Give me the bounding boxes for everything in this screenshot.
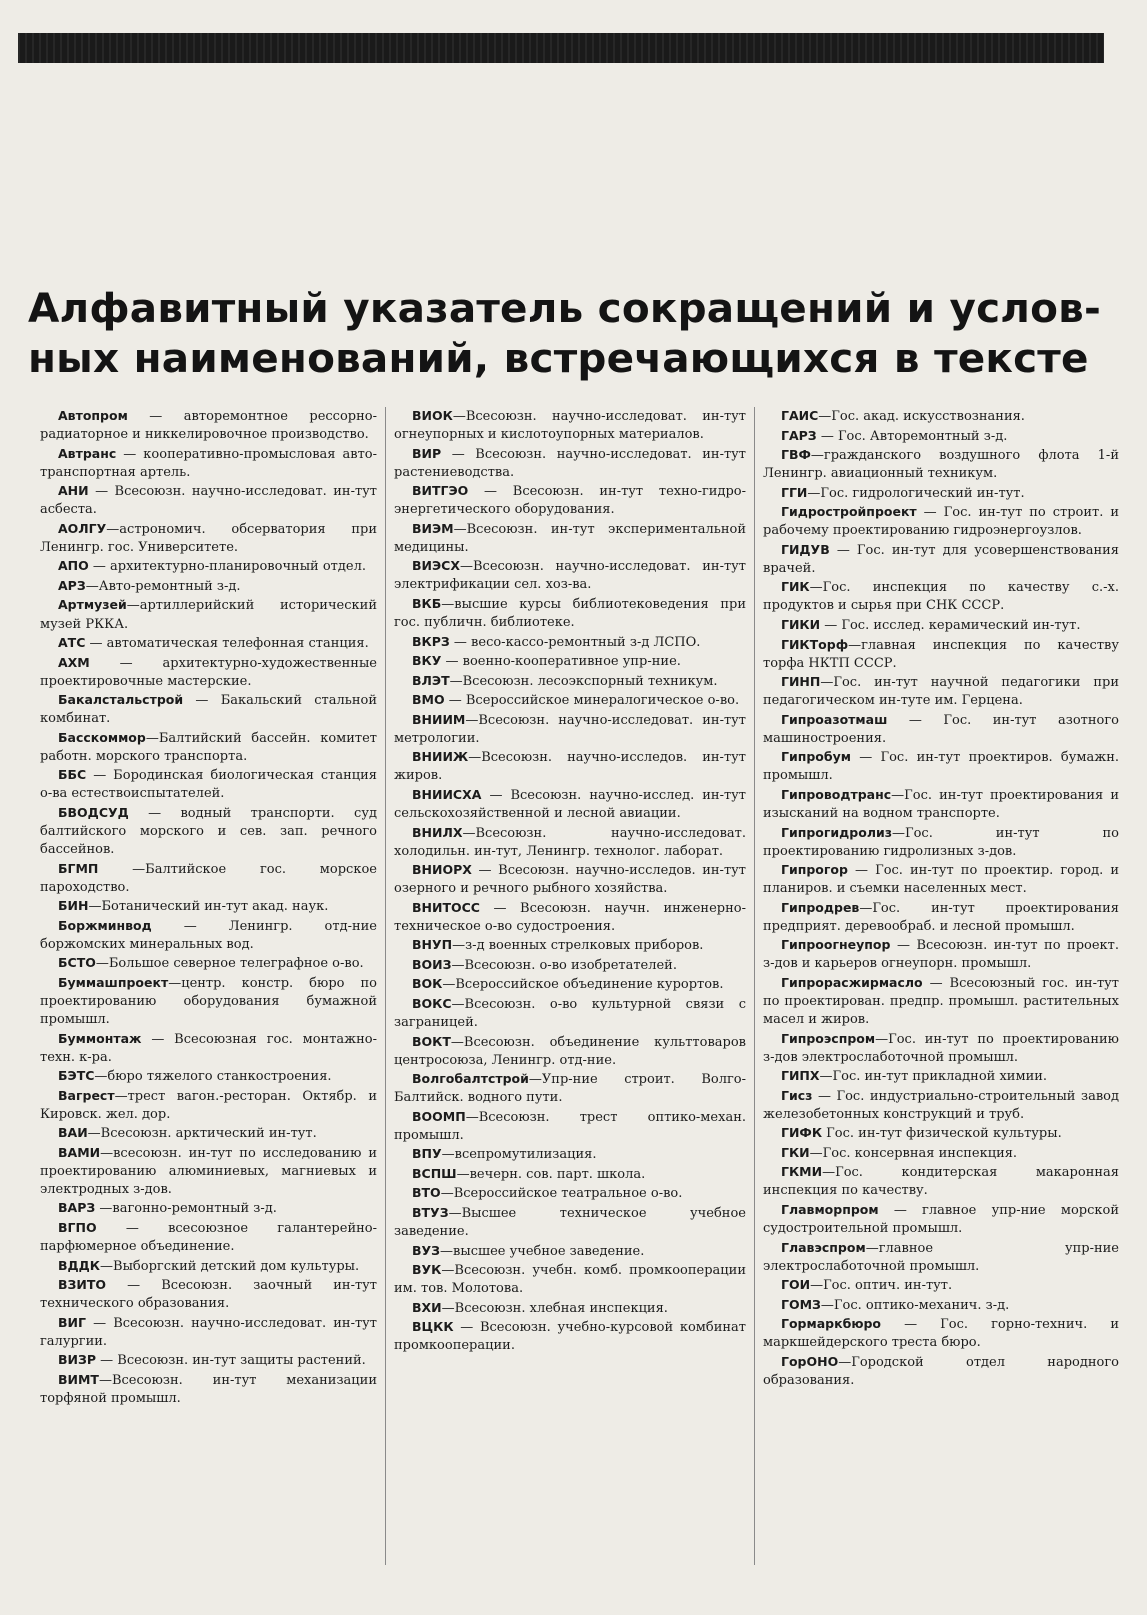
abbreviation-definition: —высшие курсы библиотековедения при гос. публичн. библиотеке. [394, 596, 746, 631]
abbreviation-definition: —центр. констр. бюро по проектированию оборудования бумажной промышл. [40, 975, 377, 1027]
index-entry [40, 1199, 377, 1218]
index-entry [40, 691, 377, 728]
abbreviation-term: БСТО [58, 955, 96, 971]
abbreviation-definition: —Большое северное телеграфное о-во. [95, 956, 364, 972]
abbreviation-definition: —бюро тяжелого станкостроения. [94, 1069, 332, 1085]
abbreviation-term: ВИМТ [58, 1371, 99, 1387]
abbreviation-definition: —Всероссийское объединение курортов. [442, 977, 724, 993]
index-entry [394, 672, 746, 691]
abbreviation-definition: —артиллерийский исторический музей РККА. [40, 598, 377, 632]
index-entry [40, 1371, 377, 1408]
abbreviation-term: АТС [58, 635, 86, 651]
abbreviation-definition: — Всесоюзный гос. ин-тут по проектирован. предпр. промышл. растительных масел и жиров. [763, 975, 1119, 1027]
abbreviation-term: Гипроэспром [781, 1030, 876, 1046]
index-entry [763, 503, 1119, 540]
index-entry [40, 557, 377, 576]
index-entry [763, 824, 1119, 861]
abbreviation-term: ВНИИСХА [412, 786, 482, 802]
abbreviation-definition: —Упр-ние строит. Волго-Балтийск. водного пути. [394, 1072, 746, 1106]
abbreviation-term: ГКИ [781, 1144, 810, 1160]
abbreviation-term: ВИЭМ [412, 520, 454, 536]
abbreviation-term: Автопром [58, 408, 128, 423]
abbreviation-term: Автранс [58, 445, 117, 461]
column-divider [385, 407, 386, 1565]
abbreviation-term: ГИФК [781, 1125, 823, 1141]
abbreviation-definition: — Гос. горно-технич. и маркшейдерского треста бюро. [763, 1317, 1119, 1351]
abbreviation-definition: —Балтийское гос. морское пароходство. [40, 861, 377, 895]
abbreviation-definition: —Авто-ремонтный з-д. [85, 578, 241, 594]
abbreviation-term: ВНИОРХ [412, 862, 472, 878]
abbreviation-term: ГАРЗ [781, 427, 817, 443]
abbreviation-term: ВОК [412, 976, 443, 992]
abbreviation-definition: — Гос. ин-тут для усовершенствования врачей. [763, 542, 1119, 576]
abbreviation-definition: — военно-кооперативное упр-ние. [441, 654, 681, 670]
index-entry [40, 445, 377, 482]
index-entry [40, 766, 377, 803]
abbreviation-definition: —з-д военных стрелковых приборов. [452, 938, 704, 954]
abbreviation-definition: — Гос. индустриально-строительный завод железобетонных конструкций и труб. [763, 1088, 1119, 1122]
index-entry [763, 1163, 1119, 1200]
abbreviation-definition: — Всесоюзн. заочный ин-тут технического образования. [40, 1278, 377, 1312]
abbreviation-term: БГМП [58, 860, 99, 876]
abbreviation-definition: —Гос. ин-тут прикладной химии. [819, 1069, 1048, 1085]
index-entry [40, 634, 377, 653]
index-entry [394, 1165, 746, 1184]
abbreviation-term: ВТУЗ [412, 1204, 449, 1220]
abbreviation-definition: —гражданского воздушного флота 1-й Ленингр. авиационный техникум. [763, 448, 1119, 482]
abbreviation-definition: —главная инспекция по качеству торфа НКТП СССР. [763, 637, 1119, 671]
index-entry [763, 936, 1119, 973]
index-entry [40, 654, 377, 691]
abbreviation-term: Гипроводтранс [781, 786, 892, 802]
page-title-line-1: Алфавитный указатель сокращений и услов- [28, 284, 1102, 332]
abbreviation-definition: — Всесоюзн. научно-исследов. ин-тут озерного и речного рыбного хозяйства. [394, 863, 746, 897]
index-entry [394, 1204, 746, 1241]
decorative-top-band [18, 33, 1104, 63]
index-entry [763, 446, 1119, 483]
abbreviation-term: Бакалстальстрой [58, 692, 184, 708]
index-entry [394, 1242, 746, 1261]
index-entry [763, 1124, 1119, 1143]
index-entry [394, 1261, 746, 1298]
abbreviation-term: ГВФ [781, 447, 811, 463]
abbreviation-definition: —Балтийский бассейн. комитет работн. морского транспорта. [40, 730, 377, 764]
index-entry [763, 861, 1119, 898]
index-entry [763, 1276, 1119, 1295]
abbreviation-term: Гипрогидролиз [781, 824, 892, 840]
abbreviation-definition: —Высшее техническое учебное заведение. [394, 1205, 746, 1240]
abbreviation-definition: — всесоюзное галантерейно-парфюмерное объединение. [40, 1221, 377, 1255]
abbreviation-term: ВКРЗ [412, 633, 450, 649]
abbreviation-definition: —Всероссийское театральное о-во. [440, 1186, 683, 1202]
abbreviation-definition: — Гос. исслед. керамический ин-тут. [820, 618, 1081, 634]
abbreviation-term: ВОИЗ [412, 956, 452, 972]
index-entry [394, 652, 746, 671]
index-entry [763, 1144, 1119, 1163]
abbreviation-definition: —Всесоюзн. объединение культтоваров центросоюза, Ленингр. отд-ние. [394, 1034, 746, 1068]
index-entry [763, 578, 1119, 615]
index-entry [394, 995, 746, 1032]
abbreviation-term: Гипроазотмаш [781, 711, 888, 727]
abbreviation-definition: —Выборгский детский дом культуры. [100, 1258, 360, 1274]
abbreviation-definition: — Всероссийское минералогическое о-во. [444, 693, 740, 709]
index-entry [40, 954, 377, 973]
abbreviation-term: ВИОК [412, 408, 453, 423]
abbreviation-term: ГКМИ [781, 1164, 823, 1180]
abbreviation-term: ВАРЗ [58, 1200, 96, 1216]
index-entry [394, 936, 746, 955]
index-entry [40, 1030, 377, 1067]
index-entry [394, 786, 746, 823]
abbreviation-term: Главэспром [781, 1239, 866, 1255]
abbreviation-term: АХМ [58, 654, 90, 670]
index-entry [40, 974, 377, 1029]
abbreviation-definition: —Всесоюзн. о-во культурной связи с заграницей. [394, 996, 746, 1030]
index-column-3 [763, 407, 1119, 1567]
abbreviation-term: ВАИ [58, 1125, 88, 1141]
index-entry [394, 1145, 746, 1164]
index-entry [763, 748, 1119, 785]
abbreviation-term: БЭТС [58, 1068, 95, 1084]
abbreviation-term: АНИ [58, 483, 89, 499]
abbreviation-definition: — Ленингр. отд-ние боржомских минеральных вод. [40, 918, 377, 952]
abbreviation-term: ВСПШ [412, 1165, 457, 1181]
abbreviation-term: ГИК [781, 579, 810, 595]
abbreviation-term: ВГПО [58, 1220, 97, 1236]
abbreviation-definition: — Гос. ин-тут по строит. и рабочему проектированию гидроэнергоузлов. [763, 505, 1119, 539]
abbreviation-definition: —Всесоюзн. ин-тут экспериментальной медицины. [394, 521, 746, 555]
abbreviation-term: ВЗИТО [58, 1277, 107, 1293]
abbreviation-term: Гипрорасжирмасло [781, 974, 923, 990]
abbreviation-definition: —Гос. ин-тут по проектированию гидролизных з-дов. [763, 825, 1119, 859]
index-entry [763, 1067, 1119, 1086]
abbreviation-term: ГИПХ [781, 1068, 820, 1084]
abbreviation-definition: —Гос. ин-тут проектирования и изысканий на водном транспорте. [763, 787, 1119, 821]
abbreviation-term: Буммашпроект [58, 974, 169, 990]
abbreviation-term: ГГИ [781, 484, 808, 500]
abbreviation-term: ВНИЛХ [412, 824, 463, 840]
abbreviation-term: ГОИ [781, 1277, 811, 1293]
abbreviation-definition: — Всесоюзн. научно-исследоват. ин-тут растениеводства. [394, 446, 746, 480]
abbreviation-term: ВНИИЖ [412, 749, 469, 765]
abbreviation-term: Гисз [781, 1087, 813, 1103]
index-entry [394, 975, 746, 994]
index-entry [763, 484, 1119, 503]
index-entry [40, 917, 377, 954]
abbreviation-definition: —Гос. акад. искусствознания. [818, 409, 1025, 424]
abbreviation-term: Волгобалтстрой [412, 1071, 529, 1087]
abbreviation-term: Артмузей [58, 597, 127, 613]
index-entry [40, 1257, 377, 1276]
abbreviation-definition: — главное упр-ние морской судостроительной промышл. [763, 1202, 1119, 1237]
abbreviation-term: ВООМП [412, 1108, 466, 1124]
index-entry [394, 407, 746, 444]
index-entry [394, 748, 746, 785]
index-entry [394, 445, 746, 482]
index-entry [394, 711, 746, 748]
abbreviation-term: БВОДСУД [58, 804, 129, 820]
abbreviation-definition: —Всесоюзн. научно-исследоват. ин-тут метрологии. [394, 712, 746, 746]
index-entry [763, 1239, 1119, 1276]
index-entry [40, 804, 377, 859]
index-entry [40, 577, 377, 596]
index-entry [40, 1314, 377, 1351]
abbreviation-term: ВДДК [58, 1257, 101, 1273]
index-entry [394, 595, 746, 632]
abbreviation-definition: —Всесоюзн. научно-исследоват. ин-тут электрификации сел. хоз-ва. [394, 559, 746, 593]
index-entry [394, 1033, 746, 1070]
abbreviation-definition: —Гос. ин-тут проектирования предприят. деревообраб. и лесной промышл. [763, 900, 1119, 934]
abbreviation-definition: — кооперативно-промысловая авто-транспортная артель. [40, 446, 377, 480]
index-entry [763, 1296, 1119, 1315]
abbreviation-term: Гипродрев [781, 899, 860, 915]
index-entry [763, 1201, 1119, 1238]
abbreviation-definition: —Гос. инспекция по качеству с.-х. продуктов и сырья при СНК СССР. [763, 580, 1119, 614]
abbreviation-definition: —Всесоюзн. трест оптико-механ. промышл. [394, 1109, 746, 1143]
index-entry [40, 1067, 377, 1086]
abbreviation-definition: —вагонно-ремонтный з-д. [95, 1201, 277, 1217]
index-entry [40, 596, 377, 633]
abbreviation-definition: — Всесоюзная гос. монтажно-техн. к-ра. [40, 1031, 377, 1065]
index-entry [763, 899, 1119, 936]
abbreviation-term: ГорОНО [781, 1353, 839, 1369]
index-entry [40, 1144, 377, 1199]
abbreviation-definition: —вечерн. сов. парт. школа. [456, 1166, 646, 1182]
abbreviation-definition: —Всесоюзн. хлебная инспекция. [441, 1300, 668, 1316]
abbreviation-term: ВЦКК [412, 1319, 454, 1335]
abbreviation-definition: — Всесоюзн. научно-исследоват. ин-тут галургии. [40, 1315, 377, 1349]
abbreviation-definition: —Гос. консервная инспекция. [809, 1145, 1018, 1161]
abbreviation-definition: —Всесоюзн. научно-исследоват. ин-тут огнеупорных и кислотоупорных материалов. [394, 409, 746, 443]
abbreviation-definition: —главное упр-ние электрослаботочной промышл. [763, 1240, 1119, 1274]
abbreviation-term: АРЗ [58, 577, 86, 593]
index-entry [763, 407, 1119, 426]
abbreviation-definition: —астрономич. обсерватория при Ленингр. гос. Университете. [40, 521, 377, 555]
abbreviation-term: ГИДУВ [781, 541, 830, 557]
abbreviation-definition: —трест вагон.-ресторан. Октябр. и Кировск. жел. дор. [40, 1088, 377, 1122]
abbreviation-definition: — Бакальский стальной комбинат. [40, 693, 377, 727]
abbreviation-term: ГИКИ [781, 617, 821, 633]
abbreviation-term: ВАМИ [58, 1144, 101, 1160]
index-entry [40, 520, 377, 557]
abbreviation-definition: —Гос. ин-тут научной педагогики при педагогическом ин-туте им. Герцена. [763, 675, 1119, 709]
index-entry [394, 899, 746, 936]
abbreviation-definition: — Всесоюзн. научн. инженерно-техническое о-во судостроения. [394, 900, 746, 934]
index-entry [394, 520, 746, 557]
abbreviation-term: ВМО [412, 692, 445, 708]
index-entry [40, 860, 377, 897]
abbreviation-term: ВКБ [412, 595, 442, 611]
abbreviation-definition: — Всесоюзн. учебно-курсовой комбинат промкооперации. [394, 1320, 746, 1354]
abbreviation-term: Главморпром [781, 1201, 879, 1217]
index-entry [763, 786, 1119, 823]
abbreviation-term: ВИЭСХ [412, 558, 460, 574]
abbreviation-term: ВНИИМ [412, 711, 466, 727]
abbreviation-definition: — водный транспорти. суд балтийского морского и сев. зап. речного бассейнов. [40, 805, 377, 858]
index-column-1 [40, 407, 377, 1567]
index-entry [394, 1108, 746, 1145]
abbreviation-term: Гипрогор [781, 862, 848, 878]
abbreviation-definition: — Гос. ин-тут азотного машиностроения. [763, 712, 1119, 746]
abbreviation-term: Гипроогнеупор [781, 937, 891, 953]
index-entry [394, 691, 746, 710]
abbreviation-definition: — Бородинская биологическая станция о-ва естествоиспытателей. [40, 768, 377, 802]
abbreviation-term: ВХИ [412, 1299, 442, 1315]
abbreviation-definition: — архитектурно-художественные проектировочные мастерские. [40, 655, 377, 689]
abbreviation-term: ГАИС [781, 408, 819, 423]
abbreviation-definition: —Гос. гидрологический ин-тут. [807, 485, 1025, 501]
abbreviation-term: ВИЗР [58, 1352, 97, 1368]
index-entry [763, 974, 1119, 1029]
page-title-line-2: ных наименований, встречающихся в тексте [28, 334, 1089, 382]
abbreviation-definition: —Городской отдел народного образования. [763, 1354, 1119, 1388]
abbreviation-definition: —Гос. кондитерская макаронная инспекция по качеству. [763, 1165, 1119, 1199]
abbreviation-term: ГОМЗ [781, 1296, 821, 1312]
index-column-2 [394, 407, 746, 1567]
index-entry [394, 557, 746, 594]
index-entry [394, 861, 746, 898]
abbreviation-definition: —Всесоюзн. научно-исследоват. холодильн. ин-тут, Ленингр. технолог. лаборат. [394, 825, 746, 859]
abbreviation-definition: —Всесоюзн. учебн. комб. промкооперации им. тов. Молотова. [394, 1263, 746, 1297]
index-entry [40, 482, 377, 519]
abbreviation-definition: —Всесоюзн. ин-тут механизации торфяной промышл. [40, 1372, 377, 1406]
abbreviation-definition: — Всесоюзн. ин-тут по проект. з-дов и карьеров огнеупорн. промышл. [763, 938, 1119, 972]
abbreviation-definition: — весо-кассо-ремонтный з-д ЛСПО. [449, 634, 701, 650]
abbreviation-term: ВТО [412, 1185, 441, 1201]
abbreviation-term: БИН [58, 898, 89, 914]
abbreviation-definition: Гос. ин-тут физической культуры. [822, 1126, 1062, 1142]
abbreviation-term: Гидростройпроект [781, 504, 917, 520]
index-entry [394, 1318, 746, 1355]
index-entry [763, 1315, 1119, 1352]
abbreviation-definition: — Гос. Авторемонтный з-д. [816, 428, 1008, 444]
page-title [28, 283, 1118, 383]
index-entry [40, 897, 377, 916]
abbreviation-term: Гормаркбюро [781, 1316, 881, 1332]
index-entry [763, 1087, 1119, 1124]
index-entry [763, 673, 1119, 710]
abbreviation-term: Гипробум [781, 749, 851, 765]
index-entry [40, 1124, 377, 1143]
index-entry [40, 1351, 377, 1370]
abbreviation-term: АОЛГУ [58, 520, 107, 536]
abbreviation-term: Басскоммор [58, 729, 146, 745]
index-entry [40, 1276, 377, 1313]
abbreviation-definition: — Всесоюзн. научно-исследоват. ин-тут асбеста. [40, 484, 377, 518]
abbreviation-definition: — Всесоюзн. научно-исслед. ин-тут сельскохозяйственной и лесной авиации. [394, 787, 746, 821]
abbreviation-term: АПО [58, 558, 89, 574]
abbreviation-definition: — архитектурно-планировочный отдел. [88, 559, 366, 575]
abbreviation-term: ГИКТорф [781, 636, 849, 652]
index-entry [394, 824, 746, 861]
index-entry [394, 633, 746, 652]
index-entry [40, 407, 377, 444]
index-entry [763, 427, 1119, 446]
index-entry [394, 1299, 746, 1318]
abbreviation-definition: —высшее учебное заведение. [440, 1243, 645, 1259]
abbreviation-definition: — Гос. ин-тут по проектир. город. и планиров. и съемки населенных мест. [763, 863, 1119, 897]
abbreviation-definition: — Всесоюзн. ин-тут техно-гидро-энергетического оборудования. [394, 484, 746, 518]
abbreviation-definition: —всесоюзн. ин-тут по исследованию и проектированию алюминиевых, магниевых и электродных з-дов. [40, 1145, 377, 1197]
index-entry [763, 541, 1119, 578]
index-entry [763, 636, 1119, 673]
index-entry [40, 1087, 377, 1124]
abbreviation-term: ГИНП [781, 674, 821, 690]
abbreviation-term: ВЛЭТ [412, 672, 450, 688]
index-entry [394, 482, 746, 519]
abbreviation-definition: —Всесоюзн. арктический ин-тут. [87, 1126, 317, 1142]
abbreviation-definition: —Гос. ин-тут по проектированию з-дов электрослаботочной промышл. [763, 1031, 1119, 1065]
abbreviation-definition: —Всесоюзн. научно-исследов. ин-тут жиров. [394, 750, 746, 784]
abbreviation-definition: — автоматическая телефонная станция. [85, 636, 369, 652]
abbreviation-term: ВИР [412, 445, 442, 461]
abbreviation-definition: — Всесоюзн. ин-тут защиты растений. [96, 1353, 366, 1369]
abbreviation-term: Вагрест [58, 1087, 115, 1103]
abbreviation-term: ВНУП [412, 937, 453, 953]
abbreviation-term: ВПУ [412, 1146, 442, 1162]
abbreviation-term: ВКУ [412, 653, 442, 669]
index-entry [40, 729, 377, 766]
index-entry [763, 711, 1119, 748]
abbreviation-definition: —Всесоюзн. о-во изобретателей. [451, 957, 677, 973]
abbreviation-term: ББС [58, 767, 87, 783]
abbreviation-definition: —Всесоюзн. лесоэкспорный техникум. [449, 673, 718, 689]
abbreviation-definition: —всепромутилизация. [441, 1147, 597, 1163]
abbreviation-term: ВИГ [58, 1314, 86, 1330]
abbreviation-term: Боржминвод [58, 917, 152, 933]
index-entry [763, 1030, 1119, 1067]
abbreviation-definition: —Ботанический ин-тут акад. наук. [88, 899, 329, 915]
abbreviation-definition: —Гос. оптич. ин-тут. [810, 1278, 953, 1294]
index-entry [394, 1070, 746, 1107]
column-divider [754, 407, 755, 1565]
abbreviation-definition: —Гос. оптико-механич. з-д. [820, 1297, 1010, 1313]
index-entry [763, 1353, 1119, 1390]
index-entry [40, 1219, 377, 1256]
index-entry [394, 1184, 746, 1203]
index-entry [394, 956, 746, 975]
abbreviation-term: ВНИТОСС [412, 899, 480, 915]
index-entry [763, 616, 1119, 635]
abbreviation-term: ВУЗ [412, 1242, 441, 1258]
abbreviation-term: Буммонтаж [58, 1030, 142, 1046]
abbreviation-definition: — авторемонтное рессорно-радиаторное и никкелировочное производство. [40, 409, 377, 443]
abbreviation-term: ВИТГЭО [412, 483, 469, 499]
abbreviation-term: ВОКС [412, 995, 452, 1011]
abbreviation-definition: — Гос. ин-тут проектиров. бумажн. промышл. [763, 750, 1119, 784]
abbreviation-term: ВОКТ [412, 1033, 451, 1049]
abbreviation-term: ВУК [412, 1262, 442, 1278]
